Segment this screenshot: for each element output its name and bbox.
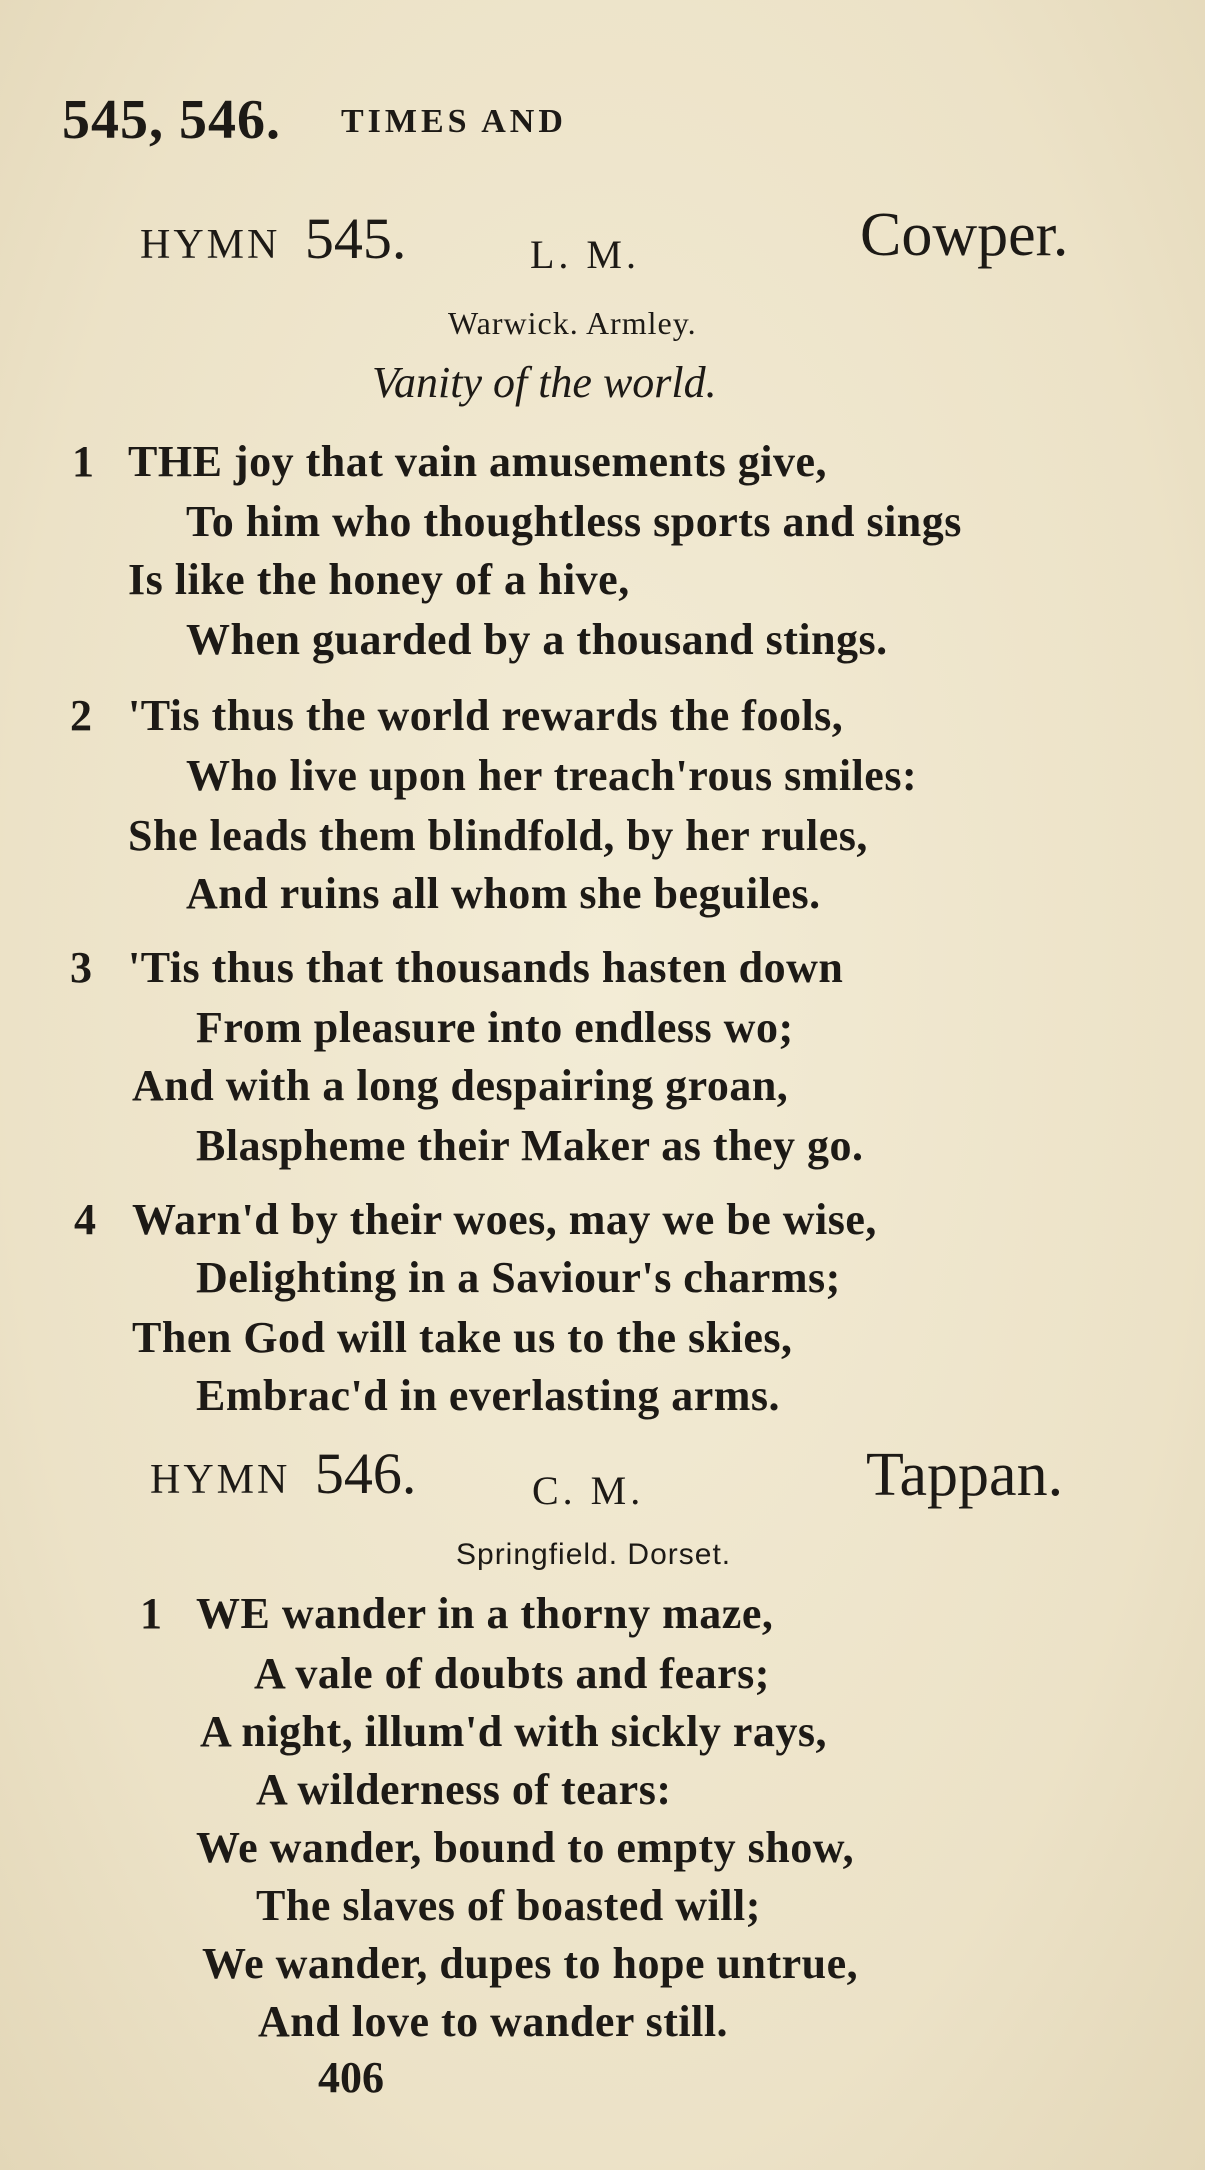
verse-line: Warn'd by their woes, may we be wise, xyxy=(132,1195,877,1244)
verse-line: She leads them blindfold, by her rules, xyxy=(128,811,868,860)
page-number: 406 xyxy=(318,2053,384,2102)
hymn-label: HYMN xyxy=(140,222,281,268)
hymn-545-heading xyxy=(140,205,406,272)
verse-line: We wander, bound to empty show, xyxy=(196,1823,855,1872)
verse-line: Is like the honey of a hive, xyxy=(128,555,630,604)
verse-line: From pleasure into endless wo; xyxy=(196,1003,794,1052)
verse-line: Embrac'd in everlasting arms. xyxy=(196,1371,781,1420)
hymn-545-tunes: Warwick. Armley. xyxy=(448,305,697,341)
stanza-number: 2 xyxy=(70,691,92,740)
hymn-number: 545. xyxy=(304,206,407,271)
running-head xyxy=(62,88,567,152)
hymn-545-subject: Vanity of the world. xyxy=(372,358,717,407)
hymn-545-author: Cowper. xyxy=(860,201,1069,269)
verse-line: A night, illum'd with sickly rays, xyxy=(200,1707,828,1756)
verse-line: To him who thoughtless sports and sings xyxy=(186,497,962,546)
verse-line: Who live upon her treach'rous smiles: xyxy=(186,751,918,800)
verse-line: And ruins all whom she beguiles. xyxy=(186,869,821,918)
verse-line: A wilderness of tears: xyxy=(256,1765,672,1814)
verse-line: We wander, dupes to hope untrue, xyxy=(202,1939,859,1988)
hymn-number: 546. xyxy=(314,1441,417,1506)
stanza-number: 3 xyxy=(70,943,92,992)
stanza-number: 1 xyxy=(72,437,94,486)
hymn-546-heading xyxy=(150,1440,416,1507)
verse-line: WE wander in a thorny maze, xyxy=(196,1589,774,1638)
hymn-546-author: Tappan. xyxy=(866,1441,1064,1509)
stanza-number: 4 xyxy=(74,1195,96,1244)
verse-line: Blaspheme their Maker as they go. xyxy=(196,1121,864,1170)
verse-line: And with a long despairing groan, xyxy=(132,1061,789,1110)
verse-line: THE joy that vain amusements give, xyxy=(128,437,827,486)
stanza-number: 1 xyxy=(140,1589,162,1638)
hymn-label: HYMN xyxy=(150,1457,291,1503)
verse-line: Delighting in a Saviour's charms; xyxy=(196,1253,841,1302)
hymn-546-tunes: Springfield. Dorset. xyxy=(456,1538,732,1571)
hymn-545-meter: L. M. xyxy=(530,232,640,277)
verse-line: And love to wander still. xyxy=(258,1997,729,2046)
verse-line: A vale of doubts and fears; xyxy=(254,1649,770,1698)
verse-line: 'Tis thus the world rewards the fools, xyxy=(128,691,844,740)
verse-line: 'Tis thus that thousands hasten down xyxy=(128,943,844,992)
verse-line: When guarded by a thousand stings. xyxy=(186,615,888,664)
running-head-title: TIMES AND xyxy=(341,103,567,140)
hymn-546-meter: C. M. xyxy=(532,1468,645,1513)
verse-line: The slaves of boasted will; xyxy=(256,1881,761,1930)
running-head-numbers: 545, 546. xyxy=(62,89,281,151)
verse-line: Then God will take us to the skies, xyxy=(132,1313,793,1362)
